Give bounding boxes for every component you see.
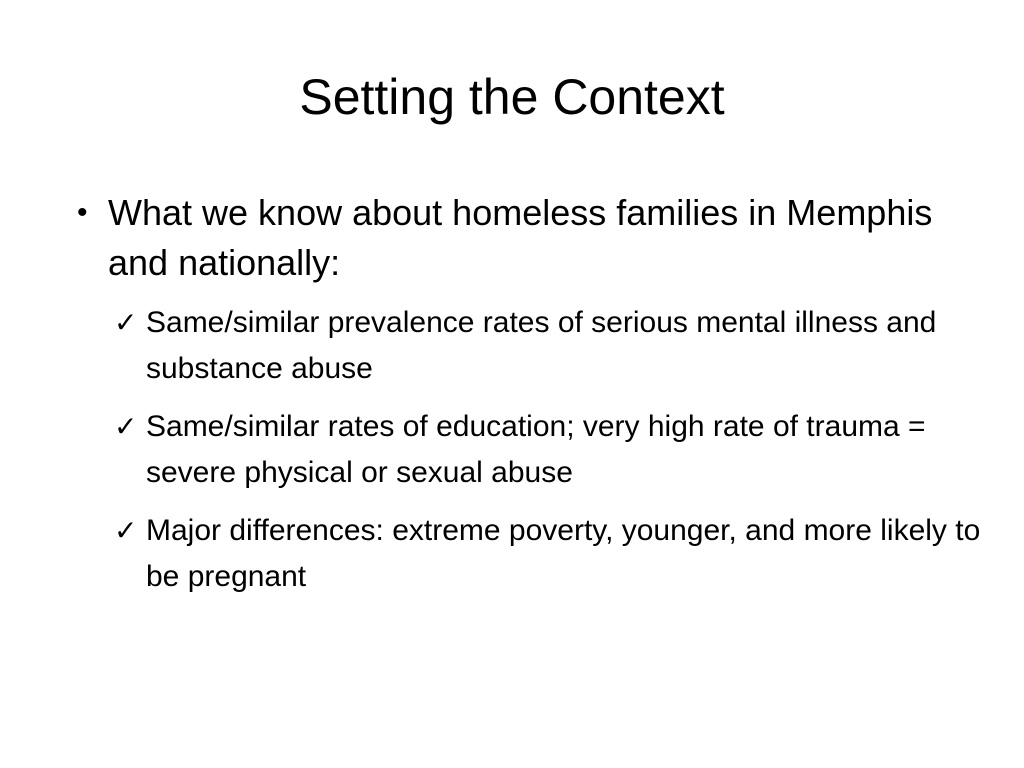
checkmark-icon: ✓ xyxy=(114,514,138,547)
slide-title: Setting the Context xyxy=(299,69,725,125)
sub-bullet-item xyxy=(114,508,988,600)
bullet-item xyxy=(77,188,988,288)
bullet-dot-icon: • xyxy=(77,196,88,229)
slide-content xyxy=(77,188,988,612)
sub-bullet-text: Same/similar rates of education; very high rate of trauma = severe physical or sexual abuse xyxy=(146,410,926,489)
sub-bullet-text: Major differences: extreme poverty, younger, and more likely to be pregnant xyxy=(146,514,981,593)
sub-bullet-text: Same/similar prevalence rates of serious mental illness and substance abuse xyxy=(146,306,937,385)
sub-bullet-item xyxy=(114,404,988,496)
sub-bullet-item xyxy=(114,300,988,392)
checkmark-icon: ✓ xyxy=(114,306,138,339)
checkmark-icon: ✓ xyxy=(114,410,138,443)
sub-bullet-list xyxy=(108,300,988,600)
bullet-text: What we know about homeless families in Memphis and nationally: xyxy=(108,192,933,283)
